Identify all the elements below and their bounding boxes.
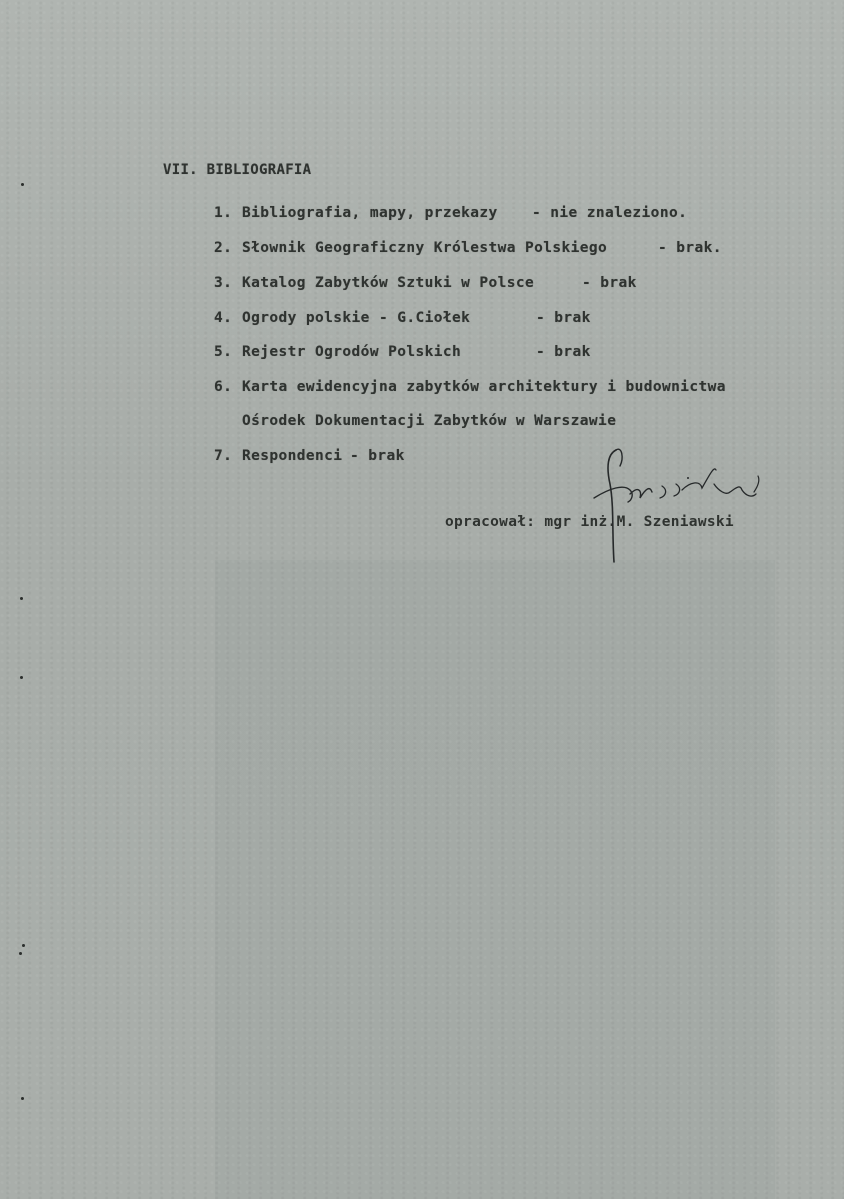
punch-mark [22,944,25,947]
bibliography-item [214,275,637,291]
punch-mark [21,183,24,186]
item-text: Respondenci [242,448,343,464]
author-line: opracował: mgr inż.M. Szeniawski [445,514,734,530]
item-status: - brak. [658,240,722,256]
punch-mark [21,1097,24,1100]
bibliography-item [214,344,591,360]
punch-mark [19,952,22,955]
item-number: 5. [214,344,233,360]
item-text: Rejestr Ogrodów Polskich [242,344,462,360]
handwritten-signature [590,444,770,568]
item-status: - brak [536,344,591,360]
bibliography-item [214,205,688,221]
item-status: - brak [582,275,637,291]
item-number: 6. [214,379,233,395]
item-status: - brak [350,448,405,464]
punch-mark [20,676,23,679]
bibliography-item-continuation [214,413,616,429]
item-status: - nie znaleziono. [532,205,688,221]
section-heading: VII. BIBLIOGRAFIA [163,162,312,178]
item-text: Karta ewidencyjna zabytków architektury i budownictwa [242,379,726,395]
bibliography-item [214,310,591,326]
item-number: 2. [214,240,233,256]
item-text: Katalog Zabytków Sztuki w Polsce [242,275,535,291]
bibliography-item [214,240,722,256]
paper-shade [215,560,775,1199]
item-number: 3. [214,275,233,291]
item-number: 1. [214,205,233,221]
item-status: - brak [536,310,591,326]
item-text: Bibliografia, mapy, przekazy [242,205,498,221]
item-text: Ośrodek Dokumentacji Zabytków w Warszawie [242,413,617,429]
punch-mark [20,597,23,600]
bibliography-item [214,379,726,395]
item-text: Ogrody polskie - G.Ciołek [242,310,471,326]
bibliography-item [214,448,405,464]
item-number: 4. [214,310,233,326]
item-text: Słownik Geograficzny Królestwa Polskiego [242,240,608,256]
item-number: 7. [214,448,233,464]
